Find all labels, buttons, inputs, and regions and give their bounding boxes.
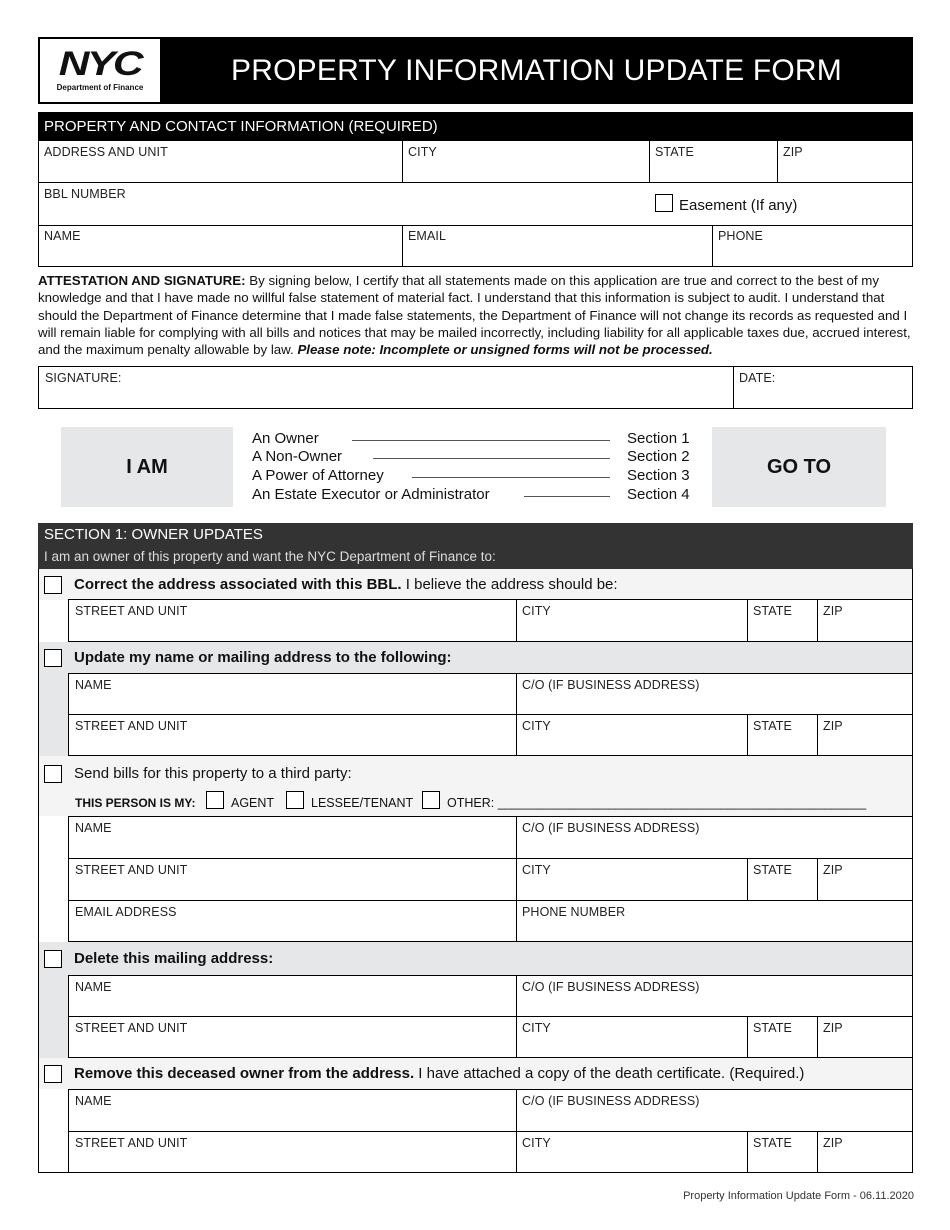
third-party-email-field[interactable]: EMAIL ADDRESS [75, 905, 177, 919]
update-state-field[interactable]: STATE [753, 719, 792, 733]
leader-line [373, 458, 610, 459]
deceased-city-field[interactable]: CITY [522, 1136, 551, 1150]
third-party-checkbox[interactable] [44, 765, 62, 783]
option-who: A Power of Attorney [252, 467, 384, 484]
option-section: Section 4 [627, 486, 690, 503]
update-city-field[interactable]: CITY [522, 719, 551, 733]
form-title: PROPERTY INFORMATION UPDATE FORM [231, 53, 842, 87]
deceased-state-field[interactable]: STATE [753, 1136, 792, 1150]
third-party-text: Send bills for this property to a third party: [74, 765, 352, 782]
easement-checkbox[interactable] [655, 194, 673, 212]
property-section-title: PROPERTY AND CONTACT INFORMATION (REQUIRED) [38, 112, 913, 140]
deceased-name-field[interactable]: NAME [75, 1094, 112, 1108]
third-party-city-field[interactable]: CITY [522, 863, 551, 877]
logo-subtitle: Department of Finance [56, 83, 144, 92]
correct-street-field[interactable]: STREET AND UNIT [75, 604, 188, 618]
phone-field[interactable]: PHONE [718, 229, 763, 243]
deceased-owner-text: Remove this deceased owner from the address. I have attached a copy of the death certificate. (Required.) [74, 1065, 805, 1082]
deceased-owner-checkbox[interactable] [44, 1065, 62, 1083]
correct-address-checkbox[interactable] [44, 576, 62, 594]
option-who: An Estate Executor or Administrator [252, 486, 490, 503]
third-party-street-field[interactable]: STREET AND UNIT [75, 863, 188, 877]
section1-header [38, 523, 913, 569]
correct-zip-field[interactable]: ZIP [823, 604, 843, 618]
delete-mailing-checkbox[interactable] [44, 950, 62, 968]
third-party-zip-field[interactable]: ZIP [823, 863, 843, 877]
leader-line [352, 440, 610, 441]
option-section: Section 1 [627, 430, 690, 447]
option-section: Section 2 [627, 448, 690, 465]
delete-street-field[interactable]: STREET AND UNIT [75, 1021, 188, 1035]
other-checkbox[interactable] [422, 791, 440, 809]
update-mailing-checkbox[interactable] [44, 649, 62, 667]
attestation-heading: ATTESTATION AND SIGNATURE: [38, 273, 246, 288]
other-field[interactable]: OTHER: _____________________________________________________ [447, 796, 867, 810]
bbl-field[interactable]: BBL NUMBER [44, 187, 126, 201]
agent-label: AGENT [231, 796, 275, 810]
section1-title: SECTION 1: OWNER UPDATES [44, 526, 263, 543]
third-party-phone-field[interactable]: PHONE NUMBER [522, 905, 626, 919]
third-party-state-field[interactable]: STATE [753, 863, 792, 877]
deceased-zip-field[interactable]: ZIP [823, 1136, 843, 1150]
update-mailing-text: Update my name or mailing address to the following: [74, 649, 452, 666]
easement-label: Easement (If any) [679, 197, 798, 214]
third-party-name-field[interactable]: NAME [75, 821, 112, 835]
deceased-co-field[interactable]: C/O (IF BUSINESS ADDRESS) [522, 1094, 700, 1108]
attestation-note: Please note: Incomplete or unsigned forms will not be processed. [297, 342, 713, 358]
i-am-box: I AM [61, 427, 233, 507]
delete-co-field[interactable]: C/O (IF BUSINESS ADDRESS) [522, 980, 700, 994]
signature-field[interactable]: SIGNATURE: [45, 371, 122, 385]
update-street-field[interactable]: STREET AND UNIT [75, 719, 188, 733]
delete-mailing-text: Delete this mailing address: [74, 950, 274, 967]
option-who: A Non-Owner [252, 448, 343, 465]
update-co-field[interactable]: C/O (IF BUSINESS ADDRESS) [522, 678, 700, 692]
attestation-text [38, 272, 914, 358]
option-who: An Owner [252, 430, 319, 447]
leader-line [524, 496, 610, 497]
correct-address-text: Correct the address associated with this BBL. I believe the address should be: [74, 576, 618, 593]
nyc-logo [40, 39, 160, 102]
lessee-label: LESSEE/TENANT [311, 796, 414, 810]
attestation-body: By signing below, I certify that all statements made on this application are true and correct to the best of my knowledge and that I have made no willful false statement of material fact. I understand that this information is subject to audit. I understand that should the Department of Finance determine that I made false statements, the Department of Finance will not change its records as requested and I will remain liable for complying with all bills and notices that may be mailed incorrectly, including liability for all applicable taxes due, accrued interest, and the maximum penalty allowable by law. [38, 273, 911, 358]
update-name-field[interactable]: NAME [75, 678, 112, 692]
logo-mark: NYC [58, 45, 142, 83]
correct-city-field[interactable]: CITY [522, 604, 551, 618]
person-is-label: THIS PERSON IS MY: [75, 796, 196, 810]
deceased-street-field[interactable]: STREET AND UNIT [75, 1136, 188, 1150]
footer-text: Property Information Update Form - 06.11.2020 [683, 1190, 914, 1202]
delete-zip-field[interactable]: ZIP [823, 1021, 843, 1035]
section1-subtitle: I am an owner of this property and want the NYC Department of Finance to: [44, 549, 496, 564]
third-party-co-field[interactable]: C/O (IF BUSINESS ADDRESS) [522, 821, 700, 835]
email-field[interactable]: EMAIL [408, 229, 447, 243]
delete-city-field[interactable]: CITY [522, 1021, 551, 1035]
city-field[interactable]: CITY [408, 145, 437, 159]
name-field[interactable]: NAME [44, 229, 81, 243]
delete-state-field[interactable]: STATE [753, 1021, 792, 1035]
agent-checkbox[interactable] [206, 791, 224, 809]
lessee-checkbox[interactable] [286, 791, 304, 809]
address-field[interactable]: ADDRESS AND UNIT [44, 145, 168, 159]
zip-field[interactable]: ZIP [783, 145, 803, 159]
correct-state-field[interactable]: STATE [753, 604, 792, 618]
update-zip-field[interactable]: ZIP [823, 719, 843, 733]
state-field[interactable]: STATE [655, 145, 694, 159]
leader-line [412, 477, 610, 478]
delete-name-field[interactable]: NAME [75, 980, 112, 994]
option-section: Section 3 [627, 467, 690, 484]
date-field[interactable]: DATE: [739, 371, 776, 385]
go-to-box: GO TO [712, 427, 886, 507]
